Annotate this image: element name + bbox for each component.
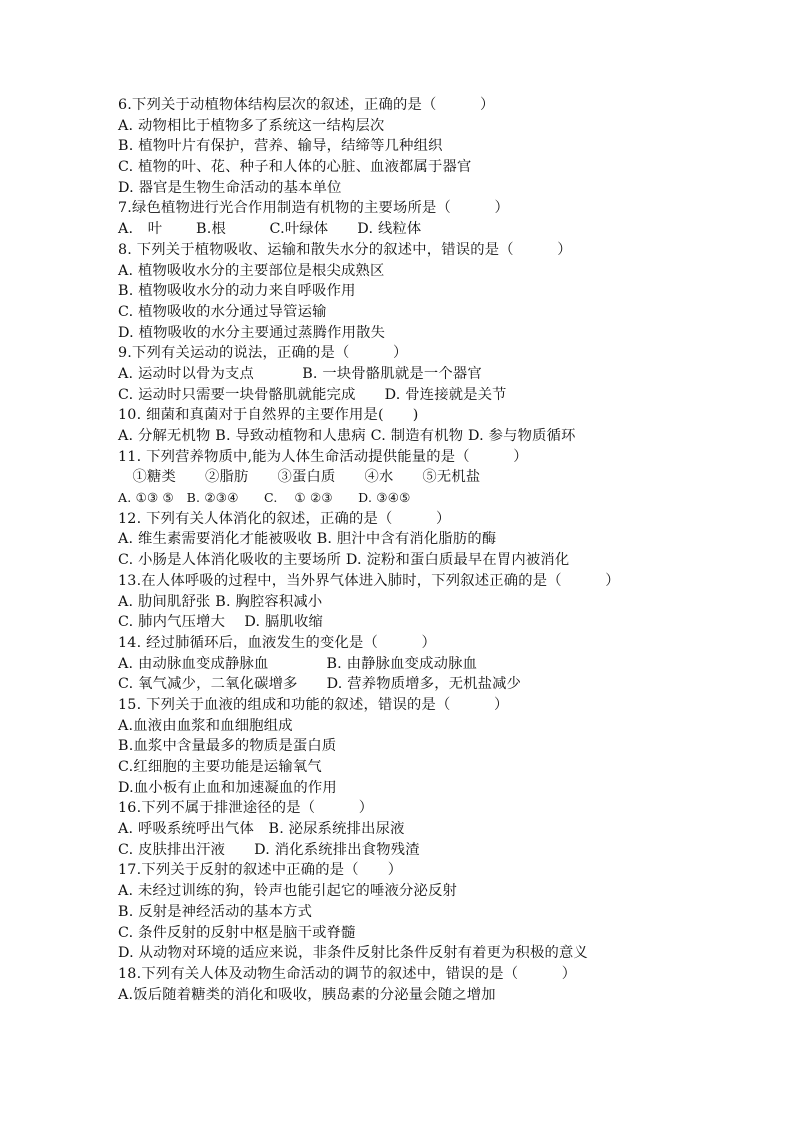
question-7-stem: 7.绿色植物进行光合作用制造有机物的主要场所是（ ） (118, 200, 509, 217)
question-11-items: ①糖类 ②脂肪 ③蛋白质 ④水 ⑤无机盐 (118, 469, 481, 486)
question-14-options-cd: C. 氧气减少，二氧化碳增多 D. 营养物质增多，无机盐减少 (118, 676, 522, 693)
question-7-options: A. 叶 B.根 C.叶绿体 D. 线粒体 (118, 221, 422, 238)
question-9-options-cd: C. 运动时只需要一块骨骼肌就能完成 D. 骨连接就是关节 (118, 386, 507, 403)
question-17-option-b: B. 反射是神经活动的基本方式 (118, 903, 313, 920)
question-6-option-a: A. 动物相比于植物多了系统这一结构层次 (118, 117, 385, 134)
question-15-option-c: C.红细胞的主要功能是运输氧气 (118, 759, 322, 775)
question-11-options: A. ①③ ⑤ B. ②③④ C. ① ②③ D. ③④⑤ (118, 490, 411, 506)
question-9-stem: 9.下列有关运动的说法，正确的是（ ） (118, 345, 408, 362)
question-15-option-a: A.血液由血浆和血细胞组成 (118, 717, 293, 734)
question-8-stem: 8. 下列关于植物吸收、运输和散失水分的叙述中，错误的是（ ） (118, 241, 572, 258)
question-list (118, 95, 678, 1005)
question-8-option-d: D. 植物吸收的水分主要通过蒸腾作用散失 (118, 324, 386, 341)
question-16-options-ab: A. 呼吸系统呼出气体 B. 泌尿系统排出尿液 (118, 821, 405, 838)
question-15-stem: 15. 下列关于血液的组成和功能的叙述，错误的是（ ） (118, 696, 509, 713)
question-8-option-b: B. 植物吸收水分的动力来自呼吸作用 (118, 283, 356, 300)
question-13-stem: 13.在人体呼吸的过程中，当外界气体进入肺时，下列叙述正确的是（ ） (118, 572, 620, 589)
question-6-stem: 6.下列关于动植物体结构层次的叙述，正确的是（ ） (118, 97, 495, 113)
question-6-option-d: D. 器官是生物生命活动的基本单位 (118, 179, 342, 196)
question-10-stem: 10. 细菌和真菌对于自然界的主要作用是( ) (118, 407, 419, 424)
question-14-options-ab: A. 由动脉血变成静脉血 B. 由静脉血变成动脉血 (118, 655, 478, 672)
question-12-stem: 12. 下列有关人体消化的叙述，正确的是（ ） (118, 510, 451, 527)
question-14-stem: 14. 经过肺循环后，血液发生的变化是（ ） (118, 634, 437, 651)
question-10-options: A. 分解无机物 B. 导致动植物和人患病 C. 制造有机物 D. 参与物质循环 (118, 428, 576, 444)
question-12-options-ab: A. 维生素需要消化才能被吸收 B. 胆汁中含有消化脂肪的酶 (118, 531, 497, 548)
question-15-option-d: D.血小板有止血和加速凝血的作用 (118, 779, 337, 796)
question-18-option-a: A.饭后随着糖类的消化和吸收，胰岛素的分泌量会随之增加 (118, 986, 496, 1003)
question-8-option-a: A. 植物吸收水分的主要部位是根尖成熟区 (118, 262, 385, 279)
question-12-options-cd: C. 小肠是人体消化吸收的主要场所 D. 淀粉和蛋白质最早在胃内被消化 (118, 552, 570, 569)
question-6-option-b: B. 植物叶片有保护，营养、输导，结缔等几种组织 (118, 138, 443, 155)
question-17-option-c: C. 条件反射的反射中枢是脑干或脊髓 (118, 924, 356, 941)
question-8-option-c: C. 植物吸收的水分通过导管运输 (118, 303, 327, 320)
question-16-options-cd: C. 皮肤排出汗液 D. 消化系统排出食物残渣 (118, 841, 420, 858)
question-13-options-cd: C. 肺内气压增大 D. 膈肌收缩 (118, 614, 323, 631)
question-17-option-d: D. 从动物对环境的适应来说，非条件反射比条件反射有着更为积极的意义 (118, 945, 589, 962)
question-11-stem: 11. 下列营养物质中,能为人体生命活动提供能量的是（ ） (118, 448, 528, 465)
question-15-option-b: B.血浆中含量最多的物质是蛋白质 (118, 738, 337, 755)
question-13-options-ab: A. 肋间肌舒张 B. 胸腔容积减小 (118, 593, 323, 610)
question-16-stem: 16.下列不属于排泄途径的是（ ） (118, 800, 374, 817)
question-9-options-ab: A. 运动时以骨为支点 B. 一块骨骼肌就是一个器官 (118, 365, 482, 382)
question-17-stem: 17.下列关于反射的叙述中正确的是（ ） (118, 862, 403, 879)
question-6-option-c: C. 植物的叶、花、种子和人体的心脏、血液都属于器官 (118, 159, 472, 176)
question-17-option-a: A. 未经过训练的狗，铃声也能引起它的唾液分泌反射 (118, 883, 457, 900)
question-18-stem: 18.下列有关人体及动物生命活动的调节的叙述中，错误的是（ ） (118, 965, 577, 982)
